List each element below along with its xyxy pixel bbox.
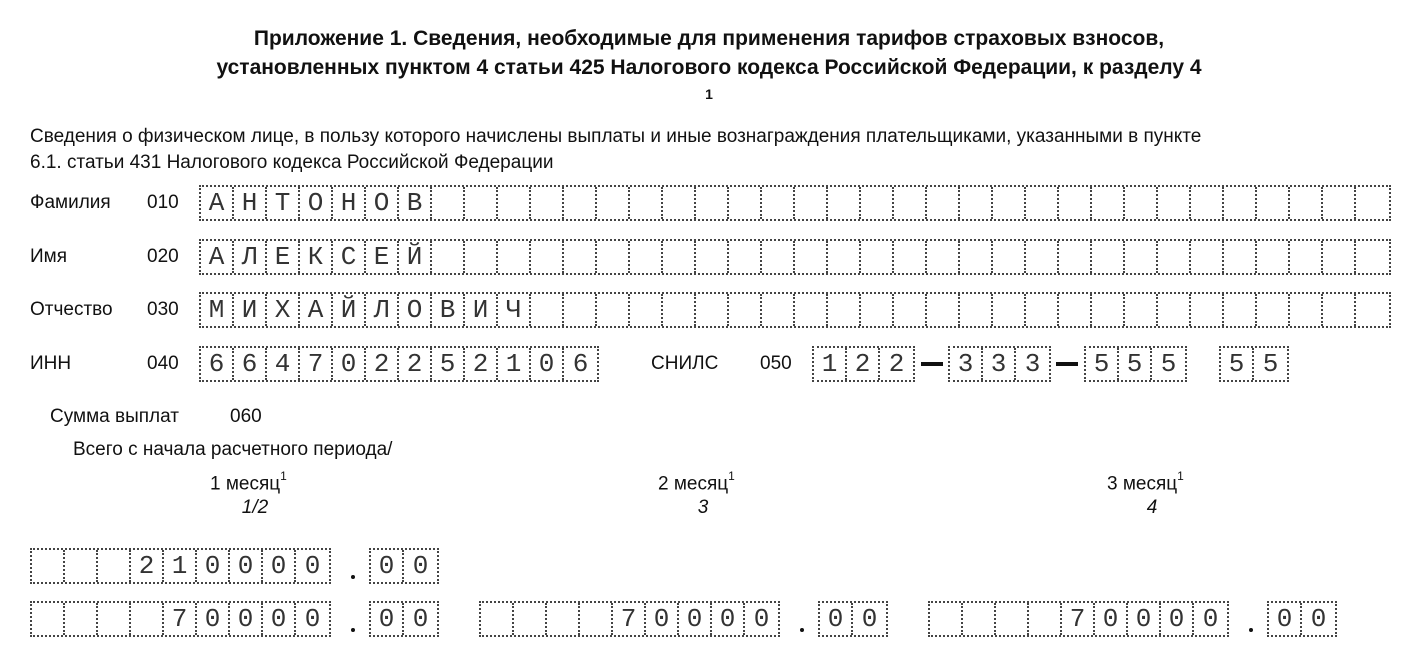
char-cell [1026, 187, 1059, 219]
char-cell: 0 [263, 550, 296, 582]
char-cell [498, 241, 531, 273]
char-cell [65, 550, 98, 582]
patronymic-code: 030 [147, 299, 179, 320]
char-cell [630, 294, 663, 326]
char-cell [930, 603, 963, 635]
char-cell [1290, 294, 1323, 326]
char-cell: 3 [1024, 349, 1041, 379]
decimal-point [351, 575, 355, 579]
char-cell [1092, 241, 1125, 273]
month-3-rub-field[interactable] [928, 601, 1229, 637]
char-cell: 0 [1128, 603, 1161, 635]
period-label: Всего с начала расчетного периода/ [73, 439, 393, 460]
intro-line-1: Сведения о физическом лице, в пользу которого начислены выплаты и иные вознаграждения плательщиками, указанными в пункте [30, 126, 1202, 147]
snils-field-group-3[interactable] [1084, 346, 1187, 382]
name-label: Имя [30, 246, 68, 267]
char-cell [963, 603, 996, 635]
month-1-kop-field[interactable] [369, 601, 439, 637]
char-cell: 0 [1269, 603, 1302, 635]
char-cell [1257, 294, 1290, 326]
char-cell: О [300, 187, 333, 219]
char-cell [894, 294, 927, 326]
char-cell [993, 294, 1026, 326]
char-cell [729, 294, 762, 326]
char-cell: Н [234, 187, 267, 219]
char-cell [531, 294, 564, 326]
char-cell: 5 [1221, 348, 1254, 380]
char-cell [1290, 187, 1323, 219]
char-cell [465, 241, 498, 273]
char-cell: 7 [1062, 603, 1095, 635]
char-cell: 7 [613, 603, 646, 635]
char-cell: 0 [1310, 604, 1327, 634]
char-cell: 0 [371, 550, 404, 582]
char-cell [762, 241, 795, 273]
char-cell: Й [333, 294, 366, 326]
char-cell: 5 [1160, 349, 1177, 379]
decimal-point [351, 628, 355, 632]
char-cell [597, 241, 630, 273]
char-cell [1092, 187, 1125, 219]
char-cell: 3 [950, 348, 983, 380]
char-cell [729, 187, 762, 219]
snils-field-group-1[interactable] [812, 346, 915, 382]
char-cell [65, 603, 98, 635]
char-cell [762, 294, 795, 326]
total-rub-field[interactable] [30, 548, 331, 584]
snils-field-group-2[interactable] [948, 346, 1051, 382]
char-cell: 5 [1262, 349, 1279, 379]
snils-separator [1056, 362, 1078, 366]
char-cell: 2 [366, 348, 399, 380]
char-cell [1257, 241, 1290, 273]
char-cell [828, 294, 861, 326]
char-cell [32, 550, 65, 582]
char-cell: 0 [371, 603, 404, 635]
char-cell [564, 241, 597, 273]
patronymic-field[interactable] [199, 292, 1391, 328]
char-cell [531, 187, 564, 219]
char-cell: О [366, 187, 399, 219]
char-cell [514, 603, 547, 635]
title-footnote-mark: 1 [705, 86, 713, 102]
char-cell [894, 187, 927, 219]
char-cell: 0 [753, 604, 770, 634]
char-cell [1191, 187, 1224, 219]
month-1-code: 1/2 [241, 497, 269, 518]
patronymic-label: Отчество [30, 299, 113, 320]
char-cell [696, 187, 729, 219]
surname-code: 010 [147, 192, 179, 213]
char-cell [894, 241, 927, 273]
char-cell: И [465, 294, 498, 326]
char-cell [663, 294, 696, 326]
char-cell [1224, 187, 1257, 219]
char-cell: 2 [847, 348, 880, 380]
char-cell: 0 [412, 551, 429, 581]
inn-code: 040 [147, 353, 179, 374]
char-cell [1158, 187, 1191, 219]
month-2-code: 3 [697, 497, 709, 518]
char-cell [1224, 241, 1257, 273]
char-cell: 5 [1119, 348, 1152, 380]
char-cell [927, 294, 960, 326]
snils-field-group-4[interactable] [1219, 346, 1289, 382]
char-cell [1323, 241, 1356, 273]
char-cell [1125, 241, 1158, 273]
char-cell: Х [267, 294, 300, 326]
char-cell: 1 [814, 348, 847, 380]
char-cell [597, 294, 630, 326]
char-cell: 6 [572, 349, 589, 379]
month-2-label: 2 месяц$^1$ [658, 469, 735, 495]
char-cell [547, 603, 580, 635]
char-cell [960, 241, 993, 273]
char-cell [432, 187, 465, 219]
char-cell: 6 [234, 348, 267, 380]
char-cell: 2 [888, 349, 905, 379]
char-cell: 0 [230, 550, 263, 582]
char-cell [762, 187, 795, 219]
char-cell: 0 [197, 603, 230, 635]
char-cell [1158, 294, 1191, 326]
char-cell [663, 187, 696, 219]
payments-label: Сумма выплат [50, 406, 179, 427]
char-cell [1158, 241, 1191, 273]
char-cell [828, 187, 861, 219]
char-cell [597, 187, 630, 219]
char-cell: 0 [230, 603, 263, 635]
char-cell [861, 187, 894, 219]
char-cell: 0 [197, 550, 230, 582]
char-cell [795, 187, 828, 219]
char-cell [729, 241, 762, 273]
char-cell: К [300, 241, 333, 273]
char-cell [1125, 294, 1158, 326]
decimal-point [1249, 628, 1253, 632]
title-line-2: установленных пунктом 4 статьи 425 Налогового кодекса Российской Федерации, к разделу 4 [216, 56, 1202, 79]
char-cell [993, 241, 1026, 273]
char-cell: Л [234, 241, 267, 273]
char-cell: 7 [300, 348, 333, 380]
inn-field[interactable] [199, 346, 599, 382]
char-cell: 0 [1161, 603, 1194, 635]
char-cell: 2 [131, 550, 164, 582]
month-1-rub-field[interactable] [30, 601, 331, 637]
char-cell [927, 241, 960, 273]
char-cell [1191, 294, 1224, 326]
char-cell: 0 [861, 604, 878, 634]
char-cell: А [201, 187, 234, 219]
char-cell [1059, 241, 1092, 273]
snils-label: СНИЛС [651, 353, 719, 374]
char-cell: 0 [304, 551, 321, 581]
char-cell [960, 187, 993, 219]
char-cell [696, 294, 729, 326]
char-cell [996, 603, 1029, 635]
intro-line-2: 6.1. статьи 431 Налогового кодекса Российской Федерации [30, 152, 554, 173]
surname-field[interactable] [199, 185, 1391, 221]
name-field[interactable] [199, 239, 1391, 275]
char-cell: 1 [498, 348, 531, 380]
char-cell: 0 [820, 603, 853, 635]
inn-label: ИНН [30, 353, 72, 374]
char-cell: 5 [432, 348, 465, 380]
char-cell: 6 [201, 348, 234, 380]
char-cell: 0 [679, 603, 712, 635]
char-cell: Е [366, 241, 399, 273]
char-cell [795, 294, 828, 326]
char-cell: 0 [646, 603, 679, 635]
char-cell [1323, 294, 1356, 326]
char-cell: 0 [333, 348, 366, 380]
char-cell [98, 603, 131, 635]
char-cell [663, 241, 696, 273]
char-cell: 0 [412, 604, 429, 634]
char-cell [1026, 241, 1059, 273]
month-3-code: 4 [1146, 497, 1158, 518]
month-2-rub-field[interactable] [479, 601, 780, 637]
char-cell [564, 294, 597, 326]
title-line-1: Приложение 1. Сведения, необходимые для применения тарифов страховых взносов, [253, 27, 1165, 50]
char-cell [696, 241, 729, 273]
char-cell [993, 187, 1026, 219]
decimal-point [800, 628, 804, 632]
month-1-label: 1 месяц$^1$ [210, 469, 287, 495]
char-cell: 0 [712, 603, 745, 635]
char-cell [1224, 294, 1257, 326]
surname-label: Фамилия [30, 192, 111, 213]
char-cell [1191, 241, 1224, 273]
char-cell: А [300, 294, 333, 326]
char-cell [481, 603, 514, 635]
char-cell: Й [399, 241, 432, 273]
char-cell [861, 241, 894, 273]
snils-separator [921, 362, 943, 366]
char-cell [1257, 187, 1290, 219]
char-cell: 0 [304, 604, 321, 634]
char-cell: 2 [399, 348, 432, 380]
char-cell [432, 241, 465, 273]
char-cell [1323, 187, 1356, 219]
char-cell [1356, 241, 1389, 273]
char-cell [1125, 187, 1158, 219]
char-cell [531, 241, 564, 273]
char-cell: Н [333, 187, 366, 219]
char-cell [564, 187, 597, 219]
char-cell [960, 294, 993, 326]
char-cell: Ч [498, 294, 531, 326]
char-cell [630, 187, 663, 219]
payments-code: 060 [230, 406, 262, 427]
char-cell [1059, 294, 1092, 326]
char-cell: 7 [164, 603, 197, 635]
month-3-label: 3 месяц$^1$ [1107, 469, 1184, 495]
char-cell [1290, 241, 1323, 273]
char-cell: М [201, 294, 234, 326]
total-kop-field[interactable] [369, 548, 439, 584]
name-code: 020 [147, 246, 179, 267]
char-cell [927, 187, 960, 219]
char-cell: В [432, 294, 465, 326]
char-cell [1059, 187, 1092, 219]
char-cell [1356, 294, 1389, 326]
char-cell [465, 187, 498, 219]
char-cell: 4 [267, 348, 300, 380]
char-cell: И [234, 294, 267, 326]
month-2-kop-field[interactable] [818, 601, 888, 637]
char-cell [861, 294, 894, 326]
char-cell: Т [267, 187, 300, 219]
char-cell: 5 [1086, 348, 1119, 380]
char-cell [498, 187, 531, 219]
char-cell: 1 [164, 550, 197, 582]
char-cell [131, 603, 164, 635]
char-cell [580, 603, 613, 635]
char-cell: 0 [1095, 603, 1128, 635]
char-cell: С [333, 241, 366, 273]
char-cell: А [201, 241, 234, 273]
char-cell [1092, 294, 1125, 326]
char-cell [98, 550, 131, 582]
char-cell: 0 [1202, 604, 1219, 634]
snils-code: 050 [760, 353, 792, 374]
month-3-kop-field[interactable] [1267, 601, 1337, 637]
char-cell [630, 241, 663, 273]
char-cell: Е [267, 241, 300, 273]
char-cell: О [399, 294, 432, 326]
char-cell [795, 241, 828, 273]
char-cell [1356, 187, 1389, 219]
char-cell: Л [366, 294, 399, 326]
char-cell: 2 [465, 348, 498, 380]
char-cell: 3 [983, 348, 1016, 380]
char-cell [828, 241, 861, 273]
char-cell [1026, 294, 1059, 326]
char-cell: В [399, 187, 432, 219]
char-cell: 0 [531, 348, 564, 380]
char-cell: 0 [263, 603, 296, 635]
char-cell [32, 603, 65, 635]
char-cell [1029, 603, 1062, 635]
